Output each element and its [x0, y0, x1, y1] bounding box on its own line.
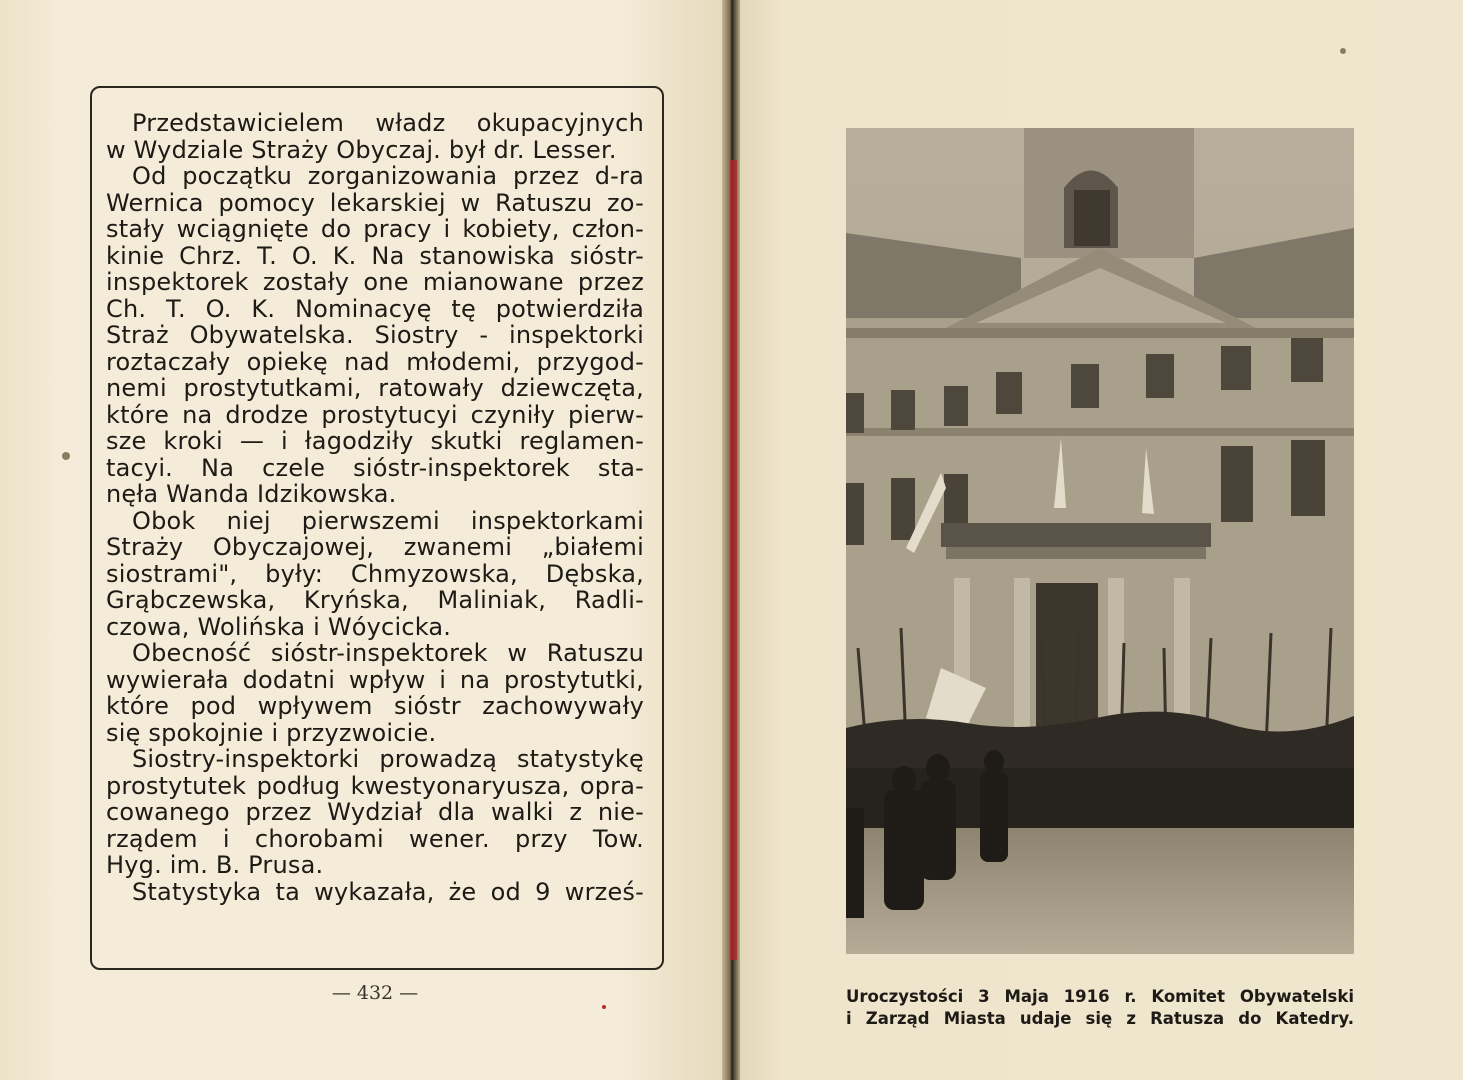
text-line: prostytutek podług kwestyonaryusza, opra- [106, 771, 644, 800]
caption-line: i Zarząd Miasta udaje się z Ratusza do Katedry. [846, 1009, 1354, 1028]
text-line: Grąbczewska, Kryńska, Maliniak, Radli- [106, 586, 644, 614]
text-line: Wernica pomocy lekarskiej w Ratuszu zo- [106, 188, 644, 217]
town-hall-photograph [846, 128, 1354, 954]
text-line: nęła Wanda Idzikowska. [106, 480, 397, 508]
page-number: — 432 — [331, 982, 419, 1004]
text-line: się spokojnie i przyzwoicie. [106, 718, 437, 747]
text-line: Straży Obyczajowej, zwanemi „białemi [106, 533, 644, 561]
text-line: które pod wpływem siόstr zachowywały [106, 692, 644, 720]
text-line: Siostry-inspektorki prowadzą statystykę [132, 745, 644, 773]
text-line: kinie Chrz. T. O. K. Na stanowiska sióstr- [106, 241, 644, 270]
text-line: Przedstawicielem władz okupacyjnych [132, 109, 644, 137]
photograph-illustration [846, 128, 1354, 954]
text-line: Statystyka ta wykazała, że od 9 wrześ- [132, 877, 644, 906]
text-line: rządem i chorobami wener. przy Tow. [106, 824, 644, 853]
photo-caption [846, 986, 1354, 1030]
caption-line: Uroczystości 3 Maja 1916 r. Komitet Obywatelski [846, 987, 1354, 1006]
text-line: w Wydziale Straży Obyczaj. był dr. Lesser. [106, 135, 617, 164]
text-line: inspektorek zostały one mianowane przez [106, 268, 644, 296]
text-line: Straż Obywatelska. Siostry - inspektorki [106, 321, 644, 349]
text-line: Hyg. im. B. Prusa. [106, 851, 324, 879]
binding-ribbon [730, 160, 737, 960]
text-line: czowa, Wolińska i Wόycicka. [106, 612, 452, 641]
text-line: nemi prostytutkami, ratowały dziewczęta, [106, 374, 644, 402]
text-line: Obecność siόstr-inspektorek w Ratuszu [132, 639, 644, 667]
text-line: Ch. T. O. K. Nominacyę tę potwierdziła [106, 294, 644, 323]
text-line: które na drodze prostytucyi czyniły pierw- [106, 400, 644, 429]
text-line: roztaczały opiekę nad młodemi, przygod- [106, 347, 644, 376]
text-line: stały wciągnięte do pracy i kobiety, człon- [106, 215, 644, 243]
text-line: Obok niej pierwszemi inspektorkami [132, 506, 644, 535]
paper-speck [602, 1005, 606, 1009]
paper-speck [62, 452, 70, 460]
text-line: siostrami", były: Chmyzowska, Dębska, [106, 559, 644, 588]
body-text [106, 110, 644, 905]
text-line: tacyi. Na czele siόstr-inspektorek sta- [106, 453, 644, 482]
text-line: wywierała dodatni wpływ i na prostytutki, [106, 665, 644, 694]
text-line: Od początku zorganizowania przez d-ra [132, 162, 644, 190]
text-line: cowanego przez Wydział dla walki z nie- [106, 798, 644, 826]
paper-speck [1340, 48, 1346, 54]
text-line: sze kroki — i łagodziły skutki reglamen- [106, 427, 644, 455]
